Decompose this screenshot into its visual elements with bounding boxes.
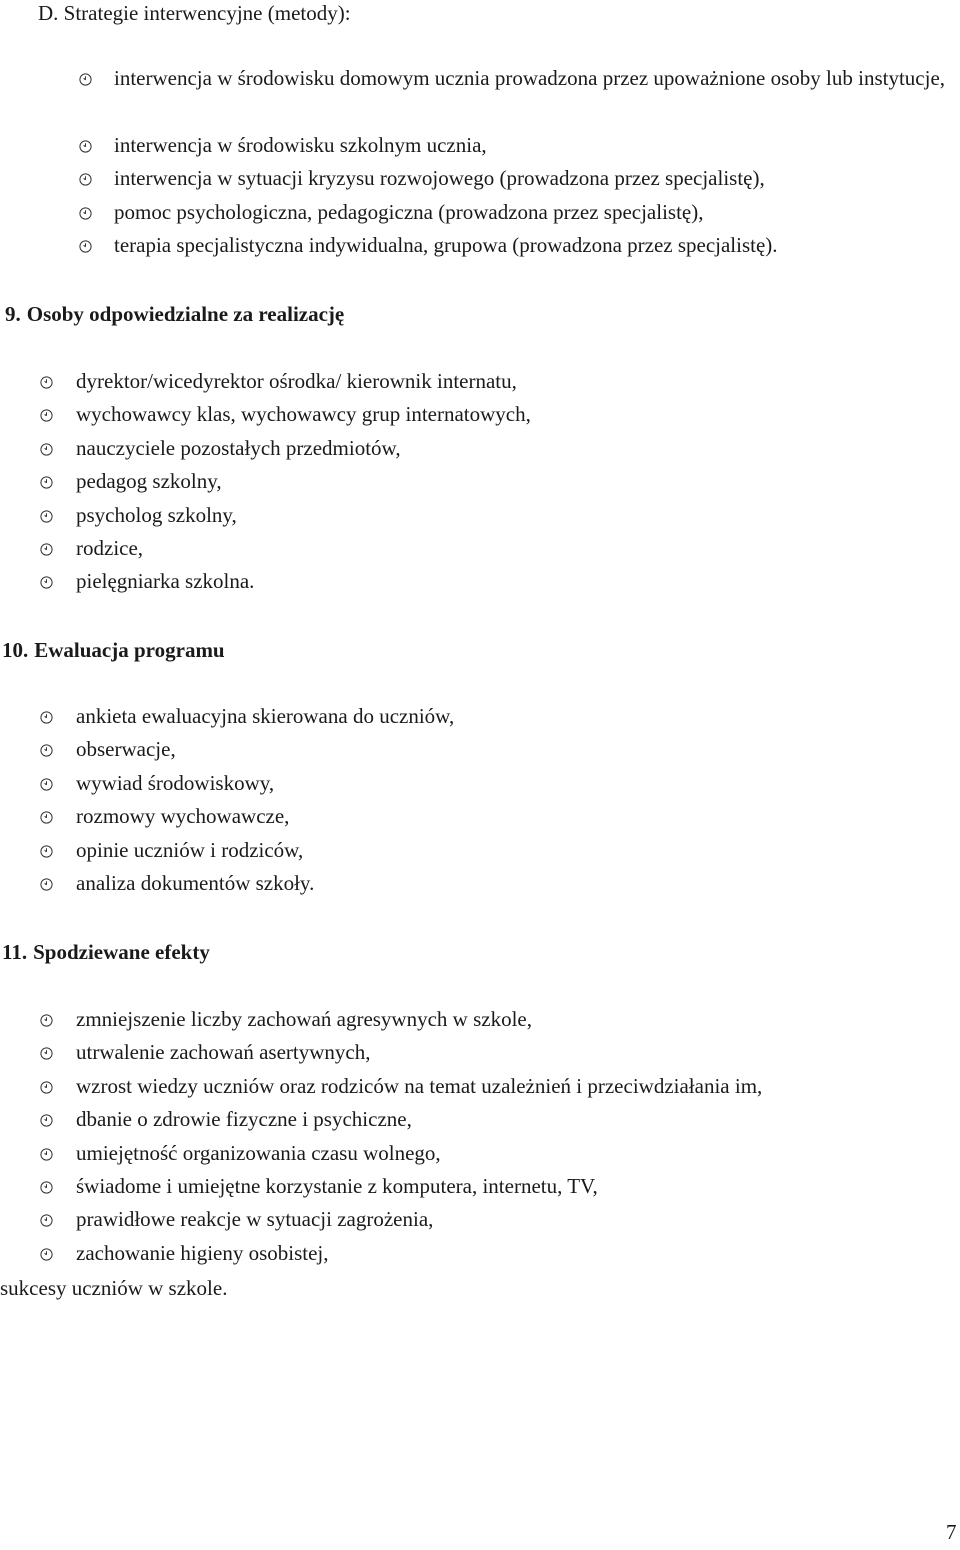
list-item-text: dyrektor/wicedyrektor ośrodka/ kierownik internatu,	[76, 369, 517, 393]
list-item	[0, 432, 960, 465]
list-item	[0, 1070, 960, 1103]
list-item	[0, 733, 960, 766]
section-11-list	[0, 1003, 960, 1270]
list-item	[0, 834, 960, 867]
list-item-text: interwencja w sytuacji kryzysu rozwojowego (prowadzona przez specjalistę),	[114, 166, 765, 191]
clock-icon	[40, 576, 53, 589]
section-title: Osoby odpowiedzialne za realizację	[26, 302, 345, 326]
list-item-text: rodzice,	[76, 535, 144, 560]
clock-icon	[40, 778, 53, 791]
list-item	[0, 1170, 960, 1203]
list-item-text: opinie uczniów i rodziców,	[76, 837, 304, 862]
clock-icon	[79, 73, 92, 86]
list-item-text: zmniejszenie liczby zachowań agresywnych w szkole,	[76, 1007, 532, 1031]
clock-icon	[40, 1148, 53, 1161]
section-9-list	[0, 365, 960, 599]
list-item-text: ankieta ewaluacyjna skierowana do uczniów,	[76, 704, 455, 728]
section-title: Ewaluacja programu	[34, 638, 225, 662]
clock-icon	[40, 409, 53, 422]
list-item-text: nauczyciele pozostałych przedmiotów,	[76, 435, 401, 460]
list-item	[0, 365, 960, 398]
section-number: 10.	[2, 638, 29, 662]
list-item	[0, 398, 960, 431]
list-item-text: interwencja w środowisku domowym ucznia prowadzona przez upoważnione osoby lub instytucje,	[114, 66, 946, 90]
clock-icon	[40, 811, 53, 824]
clock-icon	[40, 376, 53, 389]
clock-icon	[40, 878, 53, 891]
list-item	[0, 532, 960, 565]
list-item	[0, 767, 960, 800]
list-item-text: utrwalenie zachowań asertywnych,	[76, 1040, 371, 1065]
list-item	[0, 129, 960, 162]
list-item-text: pielęgniarka szkolna.	[76, 569, 255, 594]
clock-icon	[40, 845, 53, 858]
section-number: 9.	[5, 302, 21, 326]
list-item-text: wywiad środowiskowy,	[76, 770, 275, 795]
list-item	[0, 700, 960, 733]
clock-icon	[40, 1181, 53, 1194]
section-10-heading	[2, 637, 225, 663]
list-item-text: prawidłowe reakcje w sytuacji zagrożenia,	[76, 1207, 434, 1232]
clock-icon	[79, 173, 92, 186]
list-item-text: interwencja w środowisku szkolnym ucznia,	[114, 133, 487, 157]
clock-icon	[40, 1248, 53, 1261]
list-item	[0, 1137, 960, 1170]
page-number: 7	[946, 1520, 957, 1544]
section-number: 11.	[2, 940, 28, 964]
list-item	[0, 565, 960, 598]
clock-icon	[40, 711, 53, 724]
list-item-text: wzrost wiedzy uczniów oraz rodziców na temat uzależnień i przeciwdziałania im,	[76, 1073, 763, 1098]
clock-icon	[79, 207, 92, 220]
list-item-text: zachowanie higieny osobistej,	[76, 1240, 329, 1265]
clock-icon	[40, 744, 53, 757]
list-item	[0, 867, 960, 900]
list-item	[0, 1103, 960, 1136]
list-item-text: pomoc psychologiczna, pedagogiczna (prowadzona przez specjalistę),	[114, 199, 704, 224]
list-item-text: obserwacje,	[76, 737, 176, 762]
section-10-list	[0, 700, 960, 900]
list-item-text: rozmowy wychowawcze,	[76, 804, 290, 829]
list-item	[0, 229, 960, 262]
list-item-text: wychowawcy klas, wychowawcy grup internatowych,	[76, 402, 531, 427]
clock-icon	[40, 476, 53, 489]
list-item-text: pedagog szkolny,	[76, 469, 222, 494]
section-d-list	[0, 62, 960, 263]
list-item	[0, 1003, 960, 1036]
list-item	[0, 1237, 960, 1270]
list-item	[0, 162, 960, 195]
list-item	[0, 1203, 960, 1236]
closing-line: sukcesy uczniów w szkole.	[0, 1276, 228, 1300]
list-item	[0, 800, 960, 833]
clock-icon	[40, 510, 53, 523]
list-item	[0, 62, 960, 129]
list-item	[0, 499, 960, 532]
list-item-text: terapia specjalistyczna indywidualna, grupowa (prowadzona przez specjalistę).	[114, 233, 778, 258]
list-item-text: dbanie o zdrowie fizyczne i psychiczne,	[76, 1107, 412, 1132]
list-item-text: świadome i umiejętne korzystanie z komputera, internetu, TV,	[76, 1173, 598, 1198]
section-title: Spodziewane efekty	[33, 940, 210, 964]
clock-icon	[79, 140, 92, 153]
clock-icon	[40, 1014, 53, 1027]
clock-icon	[79, 240, 92, 253]
clock-icon	[40, 543, 53, 556]
clock-icon	[40, 1214, 53, 1227]
clock-icon	[40, 443, 53, 456]
clock-icon	[40, 1081, 53, 1094]
list-item-text: psycholog szkolny,	[76, 502, 237, 527]
list-item	[0, 1036, 960, 1069]
clock-icon	[40, 1047, 53, 1060]
section-d-heading: D. Strategie interwencyjne (metody):	[38, 1, 351, 25]
list-item	[0, 196, 960, 229]
clock-icon	[40, 1114, 53, 1127]
list-item	[0, 465, 960, 498]
list-item-text: analiza dokumentów szkoły.	[76, 870, 315, 895]
section-11-heading	[2, 939, 210, 965]
section-9-heading	[5, 301, 344, 327]
list-item-text: umiejętność organizowania czasu wolnego,	[76, 1140, 441, 1165]
